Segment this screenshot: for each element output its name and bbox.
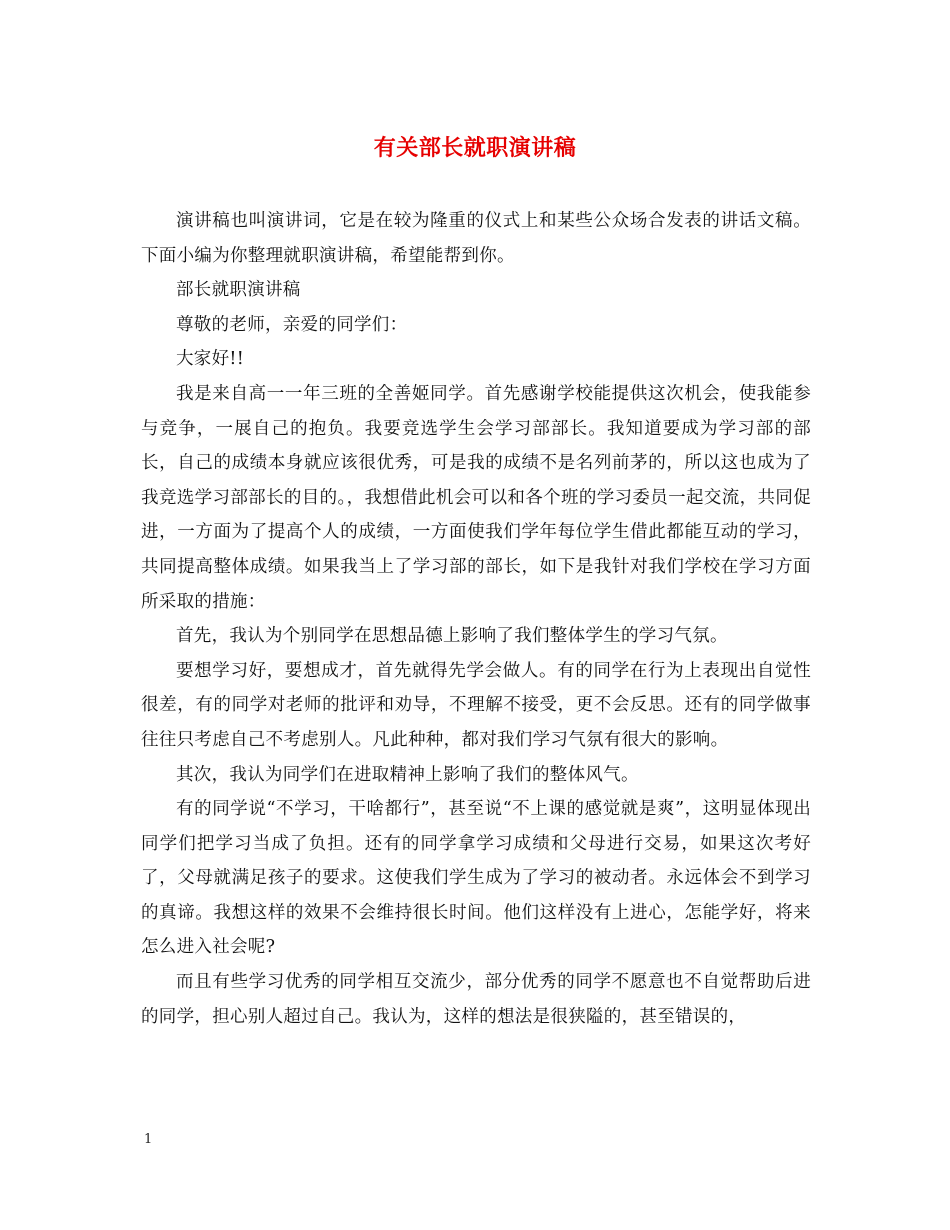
paragraph-self-introduction: 我是来自高一一年三班的全善姬同学。首先感谢学校能提供这次机会，使我能参与竞争，一展自己的抱负。我要竞选学生会学习部部长。我知道要成为学习部的部长，自己的成绩本身就应该很优秀，可是我的成绩不是名列前茅的，所以这也成为了我竞选学习部部长的目的。，我想借此机会可以和各个班的学习委员一起交流，共同促进，一方面为了提高个人的成绩，一方面使我们学年每位学生借此都能互动的学习，共同提高整体成绩。如果我当上了学习部的部长，如下是我针对我们学校在学习方面所采取的措施：: [141, 383, 811, 612]
paragraph-subtitle: 部长就职演讲稿: [176, 280, 301, 301]
page-number: 1: [144, 1132, 153, 1147]
paragraph-intro: 演讲稿也叫演讲词，它是在较为隆重的仪式上和某些公众场合发表的讲话文稿。下面小编为你整理就职演讲稿，希望能帮到你。: [141, 211, 811, 266]
paragraph-exchange-issue: 而且有些学习优秀的同学相互交流少，部分优秀的同学不愿意也不自觉帮助后进的同学，担心别人超过自己。我认为，这样的想法是很狭隘的，甚至错误的，: [141, 972, 811, 1027]
paragraph-greeting: 大家好!!: [176, 349, 245, 370]
paragraph-second-point-detail: 有的同学说“不学习，干啥都行”，甚至说“不上课的感觉就是爽”，这明显体现出同学们把学习当成了负担。还有的同学拿学习成绩和父母进行交易，如果这次考好了，父母就满足孩子的要求。这使我们学生成为了学习的被动者。永远体会不到学习的真谛。我想这样的效果不会维持很长时间。他们这样没有上进心，怎能学好，将来怎么进入社会呢?: [141, 799, 811, 958]
paragraph-second-point: 其次，我认为同学们在进取精神上影响了我们的整体风气。: [176, 764, 639, 785]
paragraph-first-point: 首先，我认为个别同学在思想品德上影响了我们整体学生的学习气氛。: [176, 626, 728, 647]
paragraph-first-point-detail: 要想学习好，要想成才，首先就得先学会做人。有的同学在行为上表现出自觉性很差，有的同学对老师的批评和劝导，不理解不接受，更不会反思。还有的同学做事往往只考虑自己不考虑别人。凡此种种，都对我们学习气氛有很大的影响。: [141, 660, 811, 750]
document-body: [141, 204, 811, 1034]
paragraph-salutation: 尊敬的老师，亲爱的同学们：: [176, 314, 408, 335]
document-title: 有关部长就职演讲稿: [373, 135, 577, 161]
